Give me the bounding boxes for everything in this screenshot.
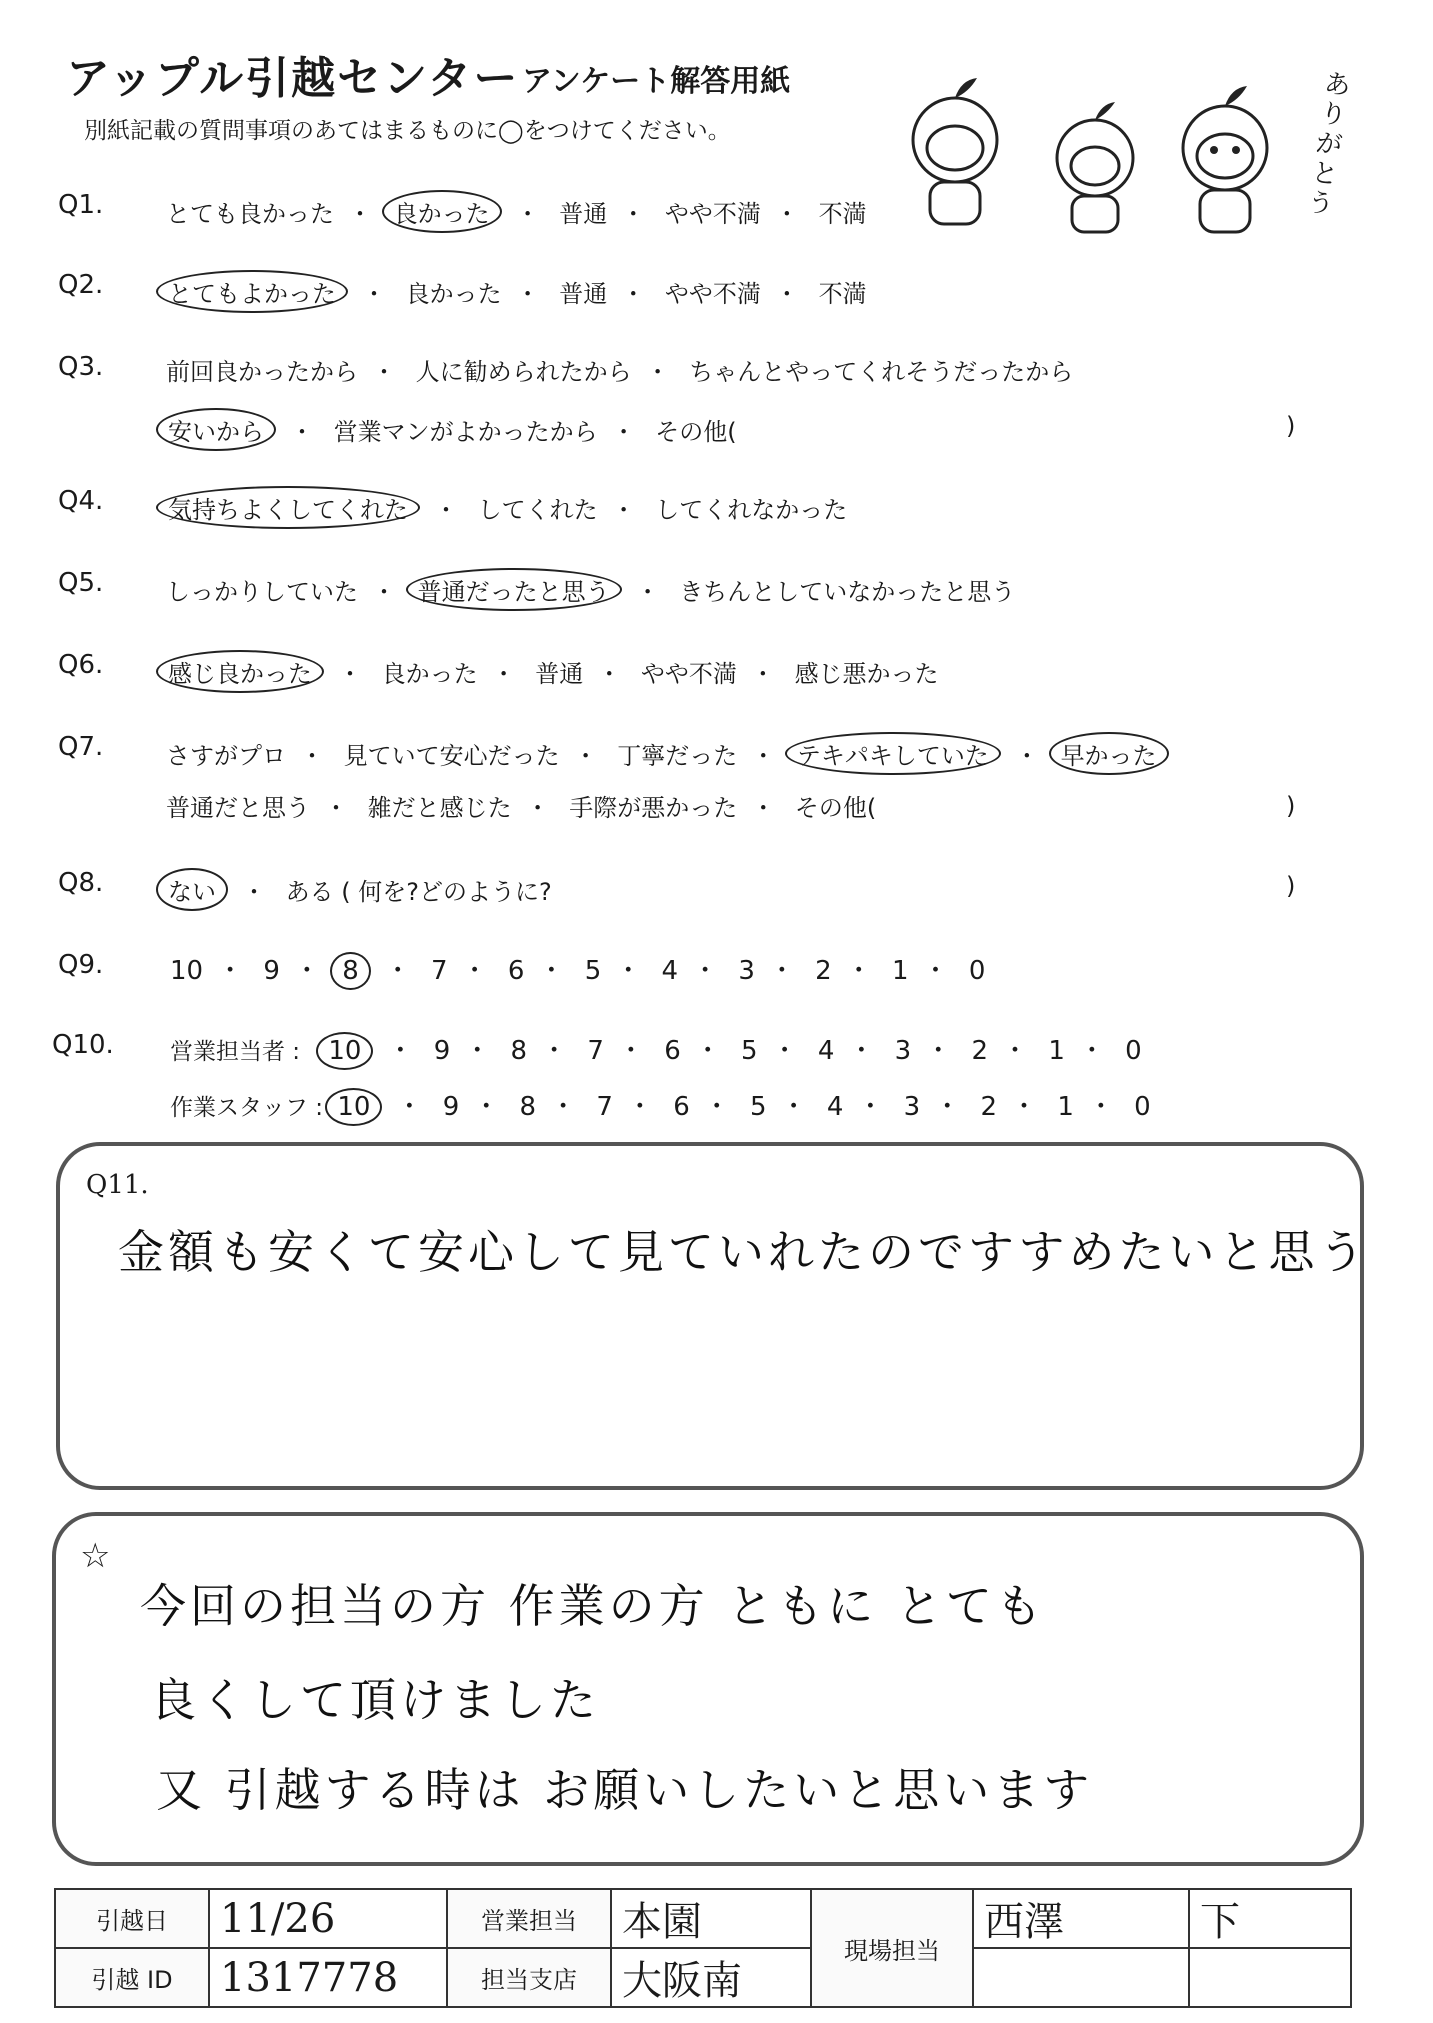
q7-options-line1: さすがプロ ・ 見ていて安心だった ・ 丁寧だった ・ テキパキしていた ・ 早かった <box>166 732 1181 775</box>
instructions: 別紙記載の質問事項のあてはまるものに◯をつけてください。 <box>84 118 731 144</box>
comment-line-1: 今回の担当の方 作業の方 ともに とても <box>140 1579 1046 1633</box>
q7-option-selected[interactable]: テキパキしていた <box>785 732 1001 775</box>
q3-label: Q3. <box>58 352 104 382</box>
q2-option[interactable]: 不満 <box>818 280 867 308</box>
q10-sales-score[interactable]: 9 <box>433 1036 451 1066</box>
q10-staff-score[interactable]: 0 <box>1134 1092 1151 1122</box>
q6-option[interactable]: 普通 <box>535 660 584 688</box>
q10-sales-score[interactable]: 1 <box>1048 1036 1065 1066</box>
star-icon: ☆ <box>80 1536 111 1576</box>
q5-label: Q5. <box>58 568 104 598</box>
q3-option-other[interactable]: その他( <box>655 418 737 446</box>
q3-close-paren: ) <box>1286 412 1296 440</box>
comment-line-3: 又 引越する時は お願いしたいと思います <box>156 1763 1094 1817</box>
q5-option-selected[interactable]: 普通だったと思う <box>406 568 622 611</box>
q10-staff-score[interactable]: 8 <box>519 1092 537 1122</box>
company-name: アップル引越センター <box>66 53 520 104</box>
q10-sales-row: 営業担当者 : 10 ・ 9 ・ 8 ・ 7 ・ 6 ・ 5 ・ 4 ・ 3 ・ 2 ・ 1 ・ 0 <box>170 1030 1154 1070</box>
q4-option[interactable]: してくれなかった <box>655 496 848 524</box>
q10-label: Q10. <box>52 1030 114 1060</box>
q4-options: 気持ちよくしてくれた ・ してくれた ・ してくれなかった <box>166 486 859 529</box>
q2-label: Q2. <box>58 270 104 300</box>
q10-sales-score[interactable]: 2 <box>971 1036 989 1066</box>
form-name: アンケート解答用紙 <box>522 64 791 99</box>
branch-label: 担当支店 <box>447 1948 611 2007</box>
q7-label: Q7. <box>58 732 104 762</box>
q3-option[interactable]: ちゃんとやってくれそうだったから <box>689 358 1074 386</box>
q9-score[interactable]: 6 <box>507 956 525 986</box>
q5-option[interactable]: しっかりしていた <box>166 578 358 606</box>
q7-option[interactable]: 雑だと感じた <box>367 794 512 822</box>
q9-score-selected[interactable]: 8 <box>330 952 371 990</box>
q6-option-selected[interactable]: 感じ良かった <box>156 650 324 693</box>
q9-score[interactable]: 10 <box>170 956 204 986</box>
q7-option[interactable]: 丁寧だった <box>617 742 738 770</box>
comment-line-2: 良くして頂けました <box>150 1673 600 1727</box>
q1-option[interactable]: 普通 <box>559 200 608 228</box>
move-id-label: 引越 ID <box>55 1948 209 2007</box>
q1-option[interactable]: 不満 <box>818 200 867 228</box>
q10-sales-score[interactable]: 5 <box>741 1036 758 1066</box>
q8-option-selected[interactable]: ない <box>156 868 228 911</box>
q3-option[interactable]: 人に勧められたから <box>415 358 632 386</box>
q9-score[interactable]: 2 <box>815 956 832 986</box>
q11-answer-text: 金額も安くて安心して見ていれたのですすめたいと思う <box>118 1225 1369 1279</box>
q7-option[interactable]: 見ていて安心だった <box>343 742 560 770</box>
q1-label: Q1. <box>58 190 104 220</box>
site-staff-empty-2[interactable] <box>1189 1948 1351 2007</box>
q10-staff-score[interactable]: 2 <box>980 1092 998 1122</box>
q3-option[interactable]: 前回良かったから <box>166 358 358 386</box>
q3-options-line2: 安いから ・ 営業マンがよかったから ・ その他( <box>166 408 749 451</box>
site-staff-value-2[interactable]: 下 <box>1189 1889 1351 1948</box>
q8-close-paren: ) <box>1286 872 1296 900</box>
q10-staff-score-selected[interactable]: 10 <box>325 1088 382 1126</box>
q10-sales-score[interactable]: 6 <box>664 1036 681 1066</box>
q1-option[interactable]: とても良かった <box>166 200 334 228</box>
q10-staff-score[interactable]: 1 <box>1057 1092 1074 1122</box>
q2-options: とてもよかった ・ 良かった ・ 普通 ・ やや不満 ・ 不満 <box>166 270 879 313</box>
q2-option[interactable]: やや不満 <box>664 280 761 308</box>
q9-label: Q9. <box>58 950 104 980</box>
q7-option[interactable]: さすがプロ <box>166 742 286 770</box>
site-staff-empty-1[interactable] <box>973 1948 1189 2007</box>
thanks-text: ありがとう <box>1305 68 1353 221</box>
site-staff-value-1[interactable]: 西澤 <box>973 1889 1189 1948</box>
branch-value[interactable]: 大阪南 <box>611 1948 811 2007</box>
q10-staff-score[interactable]: 4 <box>826 1092 844 1122</box>
q2-option[interactable]: 普通 <box>559 280 608 308</box>
q6-option[interactable]: やや不満 <box>640 660 737 688</box>
q4-label: Q4. <box>58 486 104 516</box>
q10-sales-score-selected[interactable]: 10 <box>316 1032 373 1070</box>
q10-sales-score[interactable]: 4 <box>817 1036 835 1066</box>
q5-options: しっかりしていた ・ 普通だったと思う ・ きちんとしていなかったと思う <box>166 568 1027 611</box>
q10-staff-score[interactable]: 6 <box>673 1092 690 1122</box>
q10-staff-score[interactable]: 3 <box>903 1092 921 1122</box>
q5-option[interactable]: きちんとしていなかったと思う <box>679 578 1016 606</box>
q9-scale: 10 ・ 9 ・ 8 ・ 7 ・ 6 ・ 5 ・ 4 ・ 3 ・ 2 ・ 1 ・ 0 <box>170 950 997 990</box>
q8-options: ない ・ ある ( 何を?どのように? <box>166 868 564 911</box>
q10-staff-score[interactable]: 9 <box>442 1092 460 1122</box>
q2-option[interactable]: 良かった <box>405 280 502 308</box>
site-staff-label: 現場担当 <box>811 1889 973 2007</box>
q3-option-selected[interactable]: 安いから <box>156 408 276 451</box>
sales-label: 営業担当 <box>447 1889 611 1948</box>
q7-option[interactable]: 普通だと思う <box>166 794 310 822</box>
q10-sales-score[interactable]: 8 <box>510 1036 528 1066</box>
q10-staff-score[interactable]: 5 <box>750 1092 767 1122</box>
move-id-value[interactable]: 1317778 <box>209 1948 447 2007</box>
q10-sales-score[interactable]: 7 <box>587 1036 604 1066</box>
sales-value[interactable]: 本園 <box>611 1889 811 1948</box>
q1-options: とても良かった ・ 良かった ・ 普通 ・ やや不満 ・ 不満 <box>166 190 879 233</box>
q9-score[interactable]: 4 <box>661 956 679 986</box>
mascot-illustration <box>880 70 1280 240</box>
q7-option-other[interactable]: その他( <box>794 794 877 822</box>
q2-option-selected[interactable]: とてもよかった <box>156 270 348 313</box>
q10-staff-label: 作業スタッフ : <box>170 1095 324 1121</box>
q8-option[interactable]: ある ( 何を?どのように? <box>285 878 552 906</box>
q9-score[interactable]: 1 <box>892 956 909 986</box>
q8-label: Q8. <box>58 868 104 898</box>
q1-option-selected[interactable]: 良かった <box>382 190 502 233</box>
q6-options: 感じ良かった ・ 良かった ・ 普通 ・ やや不満 ・ 感じ悪かった <box>166 650 951 693</box>
q11-answer-box[interactable] <box>56 1142 1369 1490</box>
q3-option[interactable]: 営業マンがよかったから <box>333 418 598 446</box>
q7-close-paren: ) <box>1286 792 1296 820</box>
q9-score[interactable]: 7 <box>431 956 448 986</box>
q9-score[interactable]: 9 <box>263 956 280 986</box>
q9-score[interactable]: 3 <box>738 956 755 986</box>
q9-score[interactable]: 5 <box>584 956 602 986</box>
q4-option[interactable]: してくれた <box>477 496 598 524</box>
q10-staff-row: 作業スタッフ : 10 ・ 9 ・ 8 ・ 7 ・ 6 ・ 5 ・ 4 ・ 3 ・ 2 ・ 1 ・ 0 <box>170 1086 1163 1126</box>
q11-label: Q11. <box>86 1170 149 1200</box>
q10-sales-score[interactable]: 3 <box>894 1036 912 1066</box>
q10-staff-score[interactable]: 7 <box>596 1092 613 1122</box>
q10-sales-score[interactable]: 0 <box>1125 1036 1142 1066</box>
q9-score[interactable]: 0 <box>968 956 986 986</box>
q7-option[interactable]: 手際が悪かった <box>569 794 738 822</box>
comment-box[interactable] <box>52 1512 1364 1866</box>
move-date-value[interactable]: 11/26 <box>209 1889 447 1948</box>
q7-options-line2: 普通だと思う ・ 雑だと感じた ・ 手際が悪かった ・ その他( <box>166 794 877 822</box>
q3-options-line1: 前回良かったから ・ 人に勧められたから ・ ちゃんとやってくれそうだったから <box>166 358 1074 386</box>
q10-sales-label: 営業担当者 : <box>170 1039 301 1065</box>
q6-label: Q6. <box>58 650 104 680</box>
move-info-table <box>54 1888 1352 2008</box>
q4-option-selected[interactable]: 気持ちよくしてくれた <box>156 486 420 529</box>
q7-option-selected[interactable]: 早かった <box>1049 732 1169 775</box>
q6-option[interactable]: 感じ悪かった <box>794 660 939 688</box>
q6-option[interactable]: 良かった <box>381 660 478 688</box>
move-date-label: 引越日 <box>55 1889 209 1948</box>
q1-option[interactable]: やや不満 <box>664 200 761 228</box>
